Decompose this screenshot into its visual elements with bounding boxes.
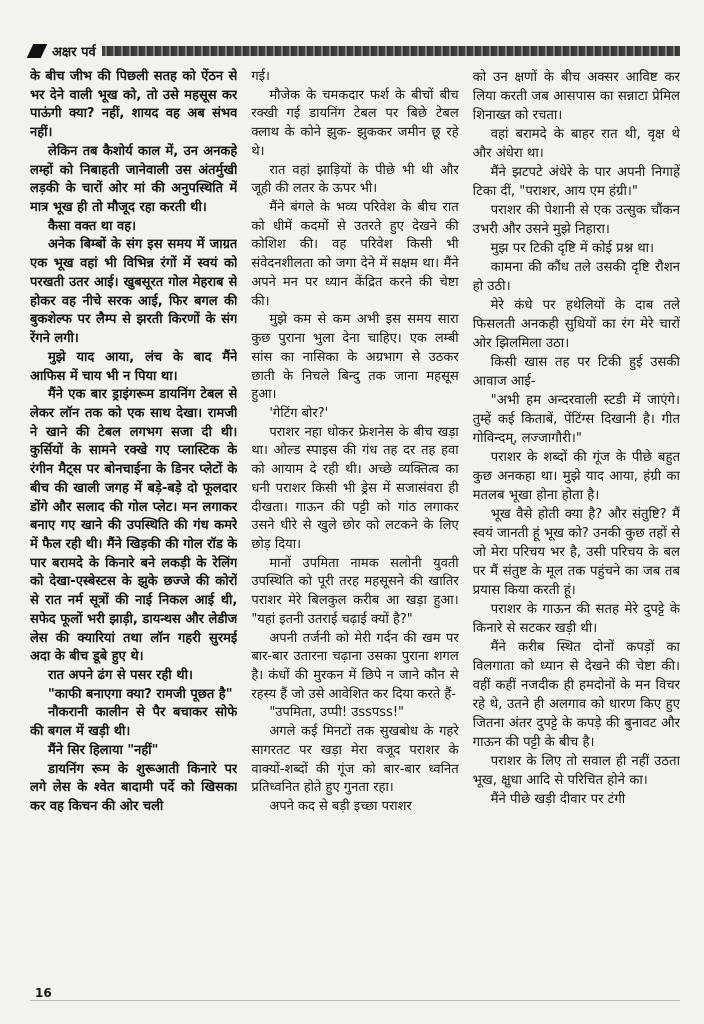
paragraph: कैसा वक्त था वह।: [48, 218, 137, 234]
paragraph: मुझे याद आया, लंच के बाद मैंने आफिस में चाय भी न पिया था।: [30, 349, 238, 384]
paragraph: पराशर की पेशानी से एक उत्सुक चौंकन उभरी और उसने मुझे निहारा।: [472, 203, 680, 237]
paragraph: मेरे कंधे पर हथेलियों के दाब तले फिसलती अनकही सुधियों का रंग मेरे चारों ओर झिलमिला उठा।: [472, 298, 680, 351]
paragraph: मानों उपमिता नामक सलोनी युवती उपस्थिति को पूरी तरह महसूसने की खातिर पराशर मेरे बिलकुल करीब आ खड़ा हुआ। "यहां इतनी उतराई चढ़ाई क्यों है?": [251, 555, 459, 627]
paragraph: मुझे कम से कम अभी इस समय सारा कुछ पुराना भुला देना चाहिए। एक लम्बी सांस का नासिका के अग्रभाग से उठकर छाती के निचले बिन्दु तक जाना महसूस हुआ।: [251, 312, 459, 403]
paragraph: अपने कद से बड़ी इच्छा पराशर: [269, 799, 412, 815]
header-ornament-icon: [27, 44, 48, 58]
paragraph: को उन क्षणों के बीच अक्सर आविष्ट कर लिया करती जब आसपास का सन्नाटा प्रेमिल शिनाख्त को रचता।: [472, 70, 680, 123]
paragraph: 'गेटिंग बोर?': [269, 405, 329, 421]
article-body: [30, 68, 680, 978]
paragraph: भूख वैसे होती क्या है? और संतुष्टि? मैं स्वयं जानती हूं भूख को? उनकी कुछ तहों से जो मेरा परिचय भर है, उसी परिचय के बल पर मैं संतुष्ट के मूल तक पहुंचने का जब तब प्रयास किया करती हूं।: [472, 507, 680, 598]
page-number: 16: [35, 986, 52, 1000]
paragraph: अपनी तर्जनी को मेरी गर्दन की खम पर बार-बार उतारना चढ़ाना उसका पुराना शगल है। कंधों की मुरकन में छिपे न जाने कौन से रहस्य हैं जो उसे आवेशित कर दिया करते हैं-: [251, 630, 459, 702]
paragraph: रात वहां झाड़ियों के पीछे भी थी और जूही की लतर के ऊपर भी।: [251, 162, 459, 197]
paragraph: लेकिन तब कैशोर्य काल में, उन अनकहे लम्हों को निबाहती जानेवाली उस अंतर्मुखी लड़की के चारों ओर मां की अनुपस्थिति में मात्र भूख ही तो मौजूद रहा करती थी।: [30, 143, 238, 216]
magazine-title: अक्षर पर्व: [52, 45, 96, 60]
paragraph: पराशर नहा धोकर फ्रेशनेस के बीच खड़ा था। ओल्ड स्पाइस की गंध तह दर तह हवा को आयाम दे रही थी। अच्छे व्यक्तित्व का धनी पराशर किसी भी ड्रेस में सजासंवरा ही दीखता। गाऊन की पट्टी को गांठ लगाकर उसने धीरे से खुले छोर को लटकने के लिए छोड़ दिया।: [251, 424, 459, 552]
paragraph: पराशर के लिए तो सवाल ही नहीं उठता भूख, क्षुधा आदि से परिचित होने का।: [472, 754, 680, 788]
paragraph: गई।: [251, 69, 270, 84]
paragraph: नौकरानी कालीन से पैर बचाकर सोफे की बगल में खड़ी थी।: [30, 705, 238, 740]
middle-column: [251, 68, 458, 978]
paragraph: "काफी बनाएगा क्या? रामजी पूछत है": [48, 686, 233, 702]
paragraph: पराशर के गाऊन की सतह मेरे दुपट्टे के किनारे से सटकर खड़ी थी।: [472, 602, 680, 636]
paragraph: के बीच जीभ की पिछली सतह को ऐंठन से भर देने वाली भूख को, तो उसे महसूस कर पाऊंगी क्या? नहीं, शायद वह अब संभव नहीं।: [30, 69, 238, 141]
paragraph: अनेक बिम्बों के संग इस समय में जाग्रत एक भूख वहां भी विभिन्न रंगों में स्वयं को परखती उतर आई। खुबसूरत गोल मेहराब से होकर वह नीचे सरक आई, फिर बगल की बुकशेल्फ पर लैम्प से झरती किरणों के संग रेंगने लगी।: [30, 237, 238, 347]
paragraph: मौजेक के चमकदार फर्श के बीचों बीच रक्खी गई डायनिंग टेबल पर बिछे टेबल क्लाथ के कोने झुक- झुककर जमीन छू रहे थे।: [251, 87, 459, 159]
paragraph: मैंने एक बार ड्राइंगरूम डायनिंग टेबल से लेकर लॉन तक को एक साथ देखा। रामजी ने खाने की टेबल लगभग सजा दी थी। कुर्सियों के सामने रक्खे गए प्लास्टिक के रंगीन मैट्स पर बोनचाईना के डिनर प्लेटों के बीच की खाली जगह में बड़े-बड़े दो फूलदार डोंगे और सलाद की गोल प्लेट। मन लगाकर बनाए गए खाने की उपस्थिति की गंध कमरे में फैल रही थी। मैंने खिड़की की गोल रॉड के पार बरामदे के किनारे बने लकड़ी के रेलिंग को देखा-एस्बेस्टस के झुके छज्जे की कोरों से रात नर्म सूत्रों की नाई निकल आई थी, सफेद फूलों भरी झाड़ी, डायन्थस और लेडीज लेस की क्यारियां तथा लॉन गहरी सुरमई अदा के बीच डूबे हुए थे।: [30, 387, 238, 665]
paragraph: मैंने सिर हिलाया "नहीं": [48, 742, 159, 758]
header-rule: [102, 46, 680, 56]
paragraph: कामना की कौंध तले उसकी दृष्टि रौशन हो उठी।: [472, 260, 680, 294]
paragraph: मुझ पर टिकी दृष्टि में कोई प्रश्न था।: [490, 241, 655, 256]
paragraph: मैंने झटपटे अंधेरे के पार अपनी निगाहें टिका दीं, "पराशर, आय एम हंग्री।": [472, 165, 680, 199]
paragraph: मैंने करीब स्थित दोनों कपड़ों का विलगाता को ध्यान से देखने की चेष्टा की। वहीं कहीं नजदीक ही हमदोनों के मन विचर रहे थे, उतने ही अलगाव को धारण किए हुए जितना अंतर दुपट्टे के कपड़े की बुनावट और गाऊन की पट्टी के बीच है।: [472, 640, 680, 750]
right-column: [473, 68, 680, 978]
paragraph: मैंने पीछे खड़ी दीवार पर टंगी: [490, 792, 626, 807]
paragraph: अगले कई मिनटों तक सुखबोध के गहरे सागरतट पर खड़ा मेरा वजूद पराशर के वाक्यों-शब्दों की गूंज को बार-बार ध्वनित प्रतिध्वनित होते हुए गुनता रहा।: [251, 724, 459, 796]
paragraph: डायनिंग रूम के शुरूआती किनारे पर लगे लेस के श्वेत बादामी पर्दे को खिसका कर वह किचन की ओर चली: [30, 761, 238, 815]
running-header: [30, 40, 680, 62]
paragraph: किसी खास तह पर टिकी हुई उसकी आवाज आई-: [472, 355, 680, 389]
paragraph: रात अपने ढंग से पसर रही थी।: [48, 668, 193, 683]
paragraph: मैंने बंगले के भव्य परिवेश के बीच रात को धीमें कदमों से उतरते हुए देखने की कोशिश की। वह परिवेश किसी भी संवेदनशीलता को जगा देने में सक्षम था। मैंने अपने मन पर ध्यान केंद्रित करने की चेष्टा की।: [251, 200, 459, 309]
left-column: [30, 68, 237, 978]
paragraph: वहां बरामदे के बाहर रात थी, वृक्ष थे और अंधेरा था।: [472, 127, 680, 161]
paragraph: पराशर के शब्दों की गूंज के पीछे बहुत कुछ अनकहा था। मुझे याद आया, हंग्री का मतलब भूखा होना होता है।: [472, 450, 680, 503]
paragraph: "अभी हम अन्दरवाली स्टडी में जाएंगे। तुम्हें कई किताबें, पेंटिंग्स दिखानी है। गीत गोविन्दम्, लज्जागौरी।": [472, 393, 680, 446]
bottom-rule: [30, 1000, 680, 1001]
paragraph: "उपमिता, उप्पी! उssपss!": [269, 705, 405, 721]
